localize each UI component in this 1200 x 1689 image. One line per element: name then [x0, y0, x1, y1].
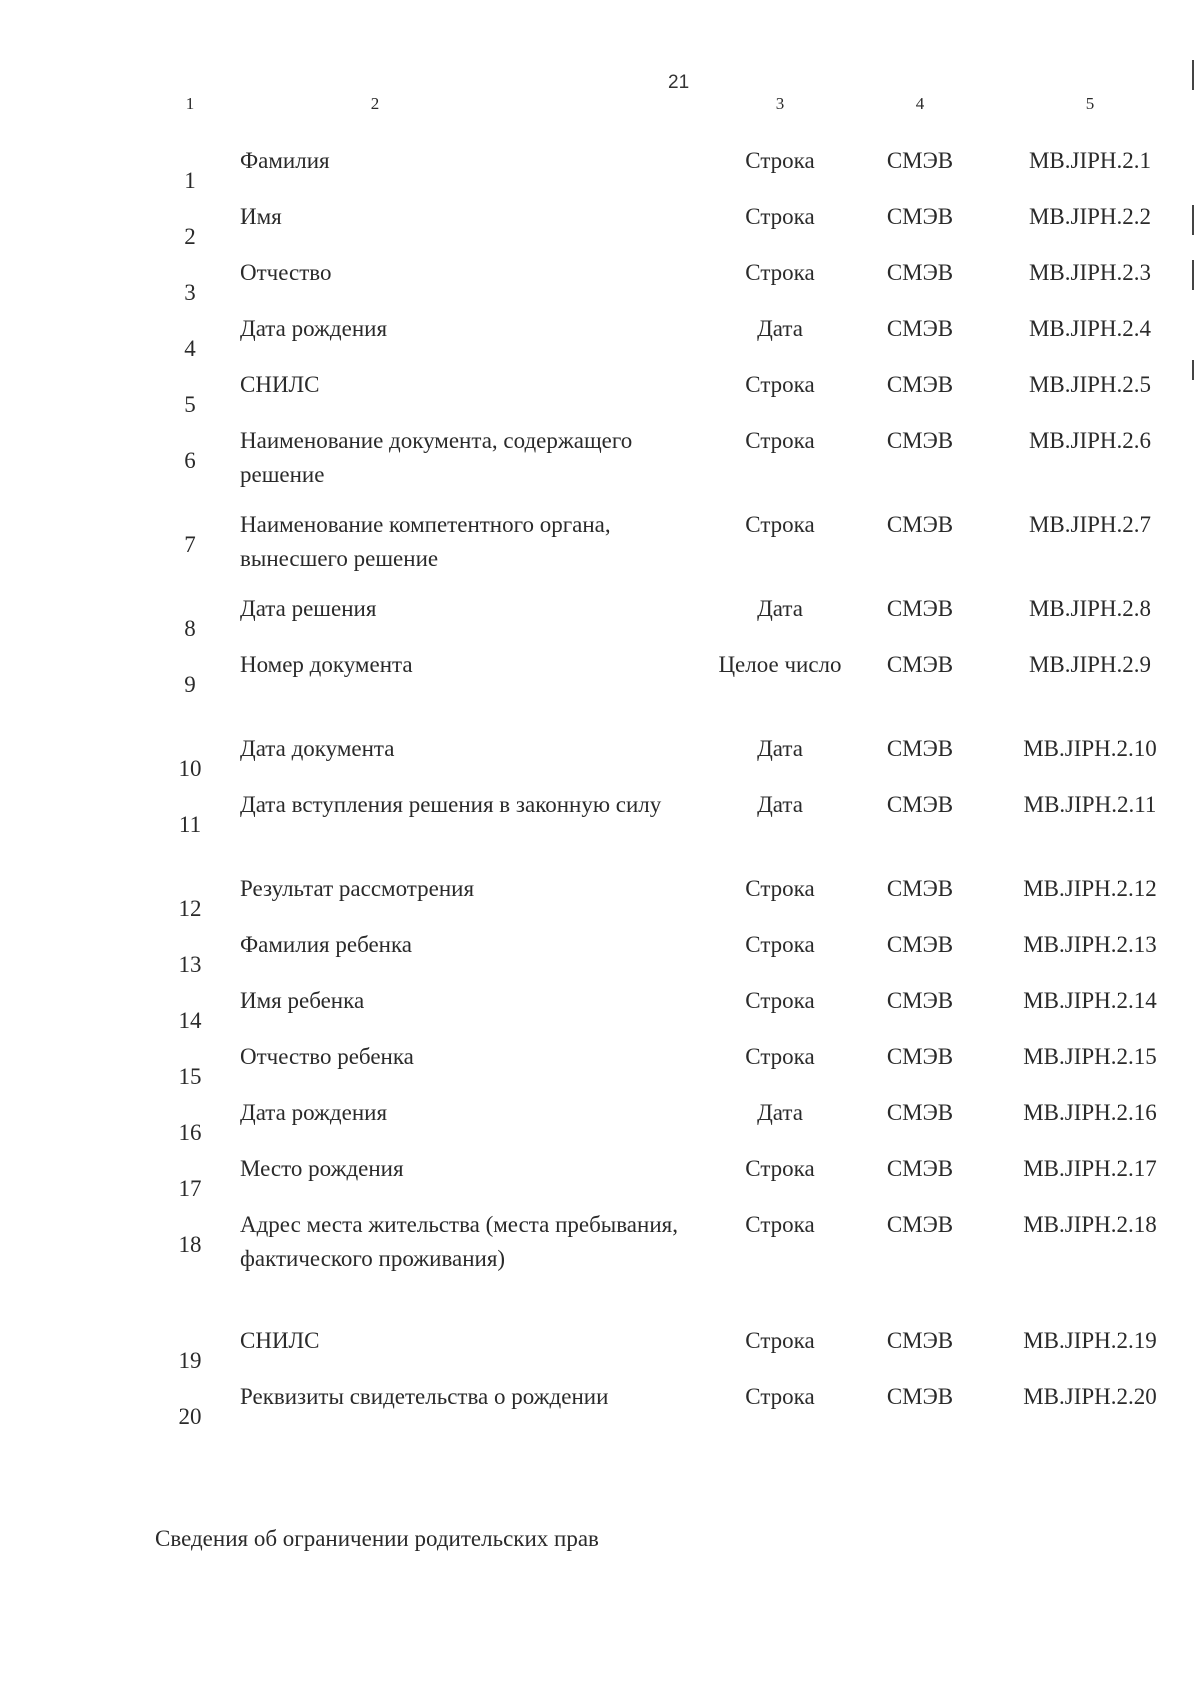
table-row [150, 1324, 1180, 1380]
field-name: Номер документа [240, 652, 413, 677]
scan-edge-mark [1192, 205, 1194, 235]
field-name: СНИЛС [240, 1328, 320, 1353]
field-code: MB.JIPH.2.20 [1023, 1384, 1157, 1409]
field-source: СМЭВ [886, 204, 954, 229]
row-number: 18 [178, 1232, 202, 1257]
row-number: 20 [178, 1404, 202, 1429]
field-code: MB.JIPH.2.4 [1028, 316, 1152, 341]
column-header-1: 1 [185, 94, 195, 113]
scan-edge-mark [1192, 360, 1194, 380]
field-source: СМЭВ [886, 428, 954, 453]
column-header-3: 3 [775, 94, 785, 113]
field-type: Строка [745, 1212, 815, 1237]
row-number: 15 [178, 1064, 202, 1089]
field-type: Строка [745, 512, 815, 537]
column-header-4: 4 [915, 94, 925, 113]
field-source: СМЭВ [886, 316, 954, 341]
field-source: СМЭВ [886, 596, 954, 621]
field-type: Строка [745, 428, 815, 453]
field-name: Дата вступления решения в законную силу [240, 792, 662, 817]
row-number: 3 [184, 280, 196, 305]
row-number: 10 [178, 756, 202, 781]
field-type: Целое число [718, 652, 842, 677]
field-type: Строка [745, 372, 815, 397]
field-type: Дата [757, 596, 803, 621]
field-source: СМЭВ [886, 792, 954, 817]
data-table [150, 92, 1180, 1436]
field-source: СМЭВ [886, 1328, 954, 1353]
field-type: Строка [745, 260, 815, 285]
row-number: 17 [178, 1176, 202, 1201]
field-code: MB.JIPH.2.15 [1023, 1044, 1157, 1069]
section-caption: Сведения об ограничении родительских прав [155, 1526, 599, 1551]
table-row [150, 200, 1180, 256]
field-name: Имя [240, 204, 282, 229]
field-name: СНИЛС [240, 372, 320, 397]
table-row [150, 368, 1180, 424]
field-source: СМЭВ [886, 652, 954, 677]
table-row [150, 648, 1180, 732]
row-number: 16 [178, 1120, 202, 1145]
field-source: СМЭВ [886, 372, 954, 397]
field-code: MB.JIPH.2.2 [1028, 204, 1152, 229]
table-row [150, 1208, 1180, 1324]
field-source: СМЭВ [886, 1156, 954, 1181]
field-name: Дата решения [240, 596, 377, 621]
field-name: Имя ребенка [240, 988, 365, 1013]
table-row [150, 1380, 1180, 1436]
field-type: Дата [757, 736, 803, 761]
field-code: MB.JIPH.2.6 [1028, 428, 1152, 453]
field-type: Строка [745, 1156, 815, 1181]
table-row [150, 788, 1180, 872]
table-body [150, 144, 1180, 1436]
field-name: Реквизиты свидетельства о рождении [240, 1384, 609, 1409]
row-number: 9 [184, 672, 196, 697]
row-number: 13 [178, 952, 202, 977]
column-header-2: 2 [370, 94, 380, 113]
table-row [150, 312, 1180, 368]
table-row [150, 928, 1180, 984]
field-code: MB.JIPH.2.9 [1028, 652, 1152, 677]
field-type: Строка [745, 876, 815, 901]
table-row [150, 424, 1180, 508]
table-row [150, 592, 1180, 648]
field-type: Строка [745, 1384, 815, 1409]
row-number: 11 [178, 812, 202, 837]
field-name: Адрес места жительства (места пребывания, фактического проживания) [240, 1212, 678, 1271]
table-header-row [150, 92, 1180, 144]
table-row [150, 508, 1180, 592]
field-source: СМЭВ [886, 148, 954, 173]
field-name: Дата документа [240, 736, 395, 761]
table-row [150, 144, 1180, 200]
field-code: MB.JIPH.2.10 [1023, 736, 1157, 761]
field-type: Строка [745, 988, 815, 1013]
table-row [150, 732, 1180, 788]
row-number: 5 [184, 392, 196, 417]
row-number: 8 [184, 616, 196, 641]
column-header-5: 5 [1085, 94, 1095, 113]
field-source: СМЭВ [886, 932, 954, 957]
field-type: Строка [745, 148, 815, 173]
field-source: СМЭВ [886, 1384, 954, 1409]
field-code: MB.JIPH.2.16 [1023, 1100, 1157, 1125]
table-row [150, 1152, 1180, 1208]
field-source: СМЭВ [886, 1212, 954, 1237]
field-name: Наименование компетентного органа, вынесшего решение [240, 512, 611, 571]
field-source: СМЭВ [886, 988, 954, 1013]
row-number: 7 [184, 532, 196, 557]
field-source: СМЭВ [886, 736, 954, 761]
field-name: Отчество ребенка [240, 1044, 414, 1069]
field-type: Дата [757, 316, 803, 341]
field-code: MB.JIPH.2.5 [1028, 372, 1152, 397]
scan-edge-mark [1192, 60, 1194, 90]
field-name: Результат рассмотрения [240, 876, 475, 901]
field-name: Место рождения [240, 1156, 404, 1181]
field-source: СМЭВ [886, 260, 954, 285]
field-code: MB.JIPH.2.13 [1023, 932, 1157, 957]
table-row [150, 1040, 1180, 1096]
field-name: Фамилия ребенка [240, 932, 413, 957]
field-code: MB.JIPH.2.11 [1023, 792, 1157, 817]
field-type: Строка [745, 204, 815, 229]
field-name: Дата рождения [240, 316, 388, 341]
field-code: MB.JIPH.2.3 [1028, 260, 1152, 285]
field-code: MB.JIPH.2.7 [1028, 512, 1152, 537]
table-row [150, 256, 1180, 312]
row-number: 1 [184, 168, 196, 193]
row-number: 2 [184, 224, 196, 249]
field-source: СМЭВ [886, 512, 954, 537]
table-row [150, 984, 1180, 1040]
field-code: MB.JIPH.2.14 [1023, 988, 1157, 1013]
field-type: Строка [745, 1328, 815, 1353]
field-type: Дата [757, 1100, 803, 1125]
field-name: Фамилия [240, 148, 330, 173]
field-code: MB.JIPH.2.19 [1023, 1328, 1157, 1353]
field-name: Наименование документа, содержащего решение [240, 428, 633, 487]
field-name: Отчество [240, 260, 332, 285]
page-number: 21 [668, 72, 690, 93]
scan-edge-mark [1192, 260, 1194, 290]
field-type: Строка [745, 932, 815, 957]
field-code: MB.JIPH.2.12 [1023, 876, 1157, 901]
table-row [150, 1096, 1180, 1152]
table-row [150, 872, 1180, 928]
row-number: 6 [184, 448, 196, 473]
row-number: 12 [178, 896, 202, 921]
field-name: Дата рождения [240, 1100, 388, 1125]
field-source: СМЭВ [886, 1044, 954, 1069]
field-code: MB.JIPH.2.18 [1023, 1212, 1157, 1237]
row-number: 14 [178, 1008, 202, 1033]
field-code: MB.JIPH.2.1 [1028, 148, 1152, 173]
field-type: Строка [745, 1044, 815, 1069]
row-number: 19 [178, 1348, 202, 1373]
row-number: 4 [184, 336, 196, 361]
field-code: MB.JIPH.2.17 [1023, 1156, 1157, 1181]
field-type: Дата [757, 792, 803, 817]
field-code: MB.JIPH.2.8 [1028, 596, 1152, 621]
field-source: СМЭВ [886, 1100, 954, 1125]
field-source: СМЭВ [886, 876, 954, 901]
